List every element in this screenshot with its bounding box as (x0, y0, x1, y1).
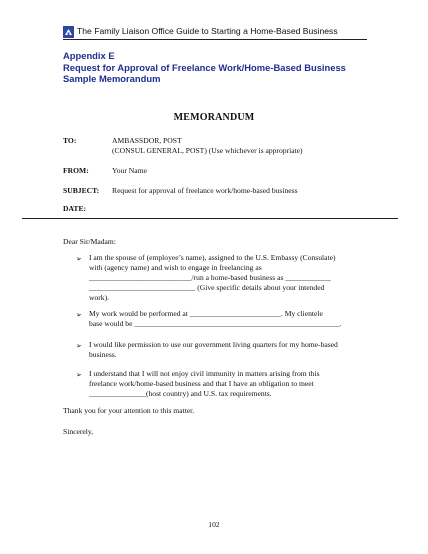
bullet-arrow-icon: ➢ (76, 311, 83, 319)
page-header (63, 25, 367, 40)
to-line-2: (CONSUL GENERAL, POST) (Use whichever is appropriate) (112, 146, 303, 155)
bullet-line: My work would be performed at ________________________. My clientele (89, 309, 323, 318)
bullet-line: ___________________________/run a home-based business as ____________ (89, 273, 331, 282)
bullet-line: I would like permission to use our government living quarters for my home-based (89, 340, 338, 349)
to-value (112, 136, 303, 156)
appendix-heading (63, 50, 346, 85)
subject-label: SUBJECT: (63, 186, 100, 195)
appendix-label: Appendix E (63, 50, 115, 61)
list-item (89, 309, 374, 329)
salutation: Dear Sir/Madam: (63, 237, 116, 246)
list-item (89, 369, 374, 399)
bullet-line: I understand that I will not enjoy civil immunity in matters arising from this (89, 369, 320, 378)
header-title: The Family Liaison Office Guide to Starting a Home-Based Business (77, 26, 338, 36)
list-item (89, 253, 374, 303)
appendix-title: Request for Approval of Freelance Work/Home-Based Business (63, 61, 346, 73)
closing-thanks: Thank you for your attention to this matter. (63, 406, 195, 415)
bullet-arrow-icon: ➢ (76, 371, 83, 379)
bullet-line: _______________(host country) and U.S. tax requirements. (89, 389, 272, 398)
sign-off: Sincerely, (63, 427, 94, 436)
bullet-line: with (agency name) and wish to engage in freelancing as (89, 263, 262, 272)
from-value: Your Name (112, 166, 147, 175)
bullet-line: ____________________________ (Give specific details about your intended (89, 283, 325, 292)
list-item (89, 340, 374, 360)
from-label: FROM: (63, 166, 89, 175)
bullet-line: base would be ______________________________________________________. (89, 319, 342, 328)
bullet-arrow-icon: ➢ (76, 342, 83, 350)
subject-value: Request for approval of freelance work/home-based business (112, 186, 298, 195)
bullet-line: business. (89, 350, 117, 359)
bullet-line: work). (89, 293, 110, 302)
memorandum-title: MEMORANDUM (173, 112, 255, 123)
appendix-subtitle: Sample Memorandum (63, 73, 161, 84)
page-number: 102 (208, 520, 220, 529)
to-line-1: AMBASSDOR, POST (112, 136, 182, 145)
date-label: DATE: (63, 204, 87, 213)
bullet-line: freelance work/home-based business and that I have an obligation to meet (89, 379, 314, 388)
bullet-line: I am the spouse of (employee’s name), assigned to the U.S. Embassy (Consulate) (89, 253, 336, 262)
to-label: TO: (63, 136, 77, 145)
flo-logo-icon (63, 25, 74, 37)
bullet-arrow-icon: ➢ (76, 255, 83, 263)
header-divider (22, 218, 398, 219)
